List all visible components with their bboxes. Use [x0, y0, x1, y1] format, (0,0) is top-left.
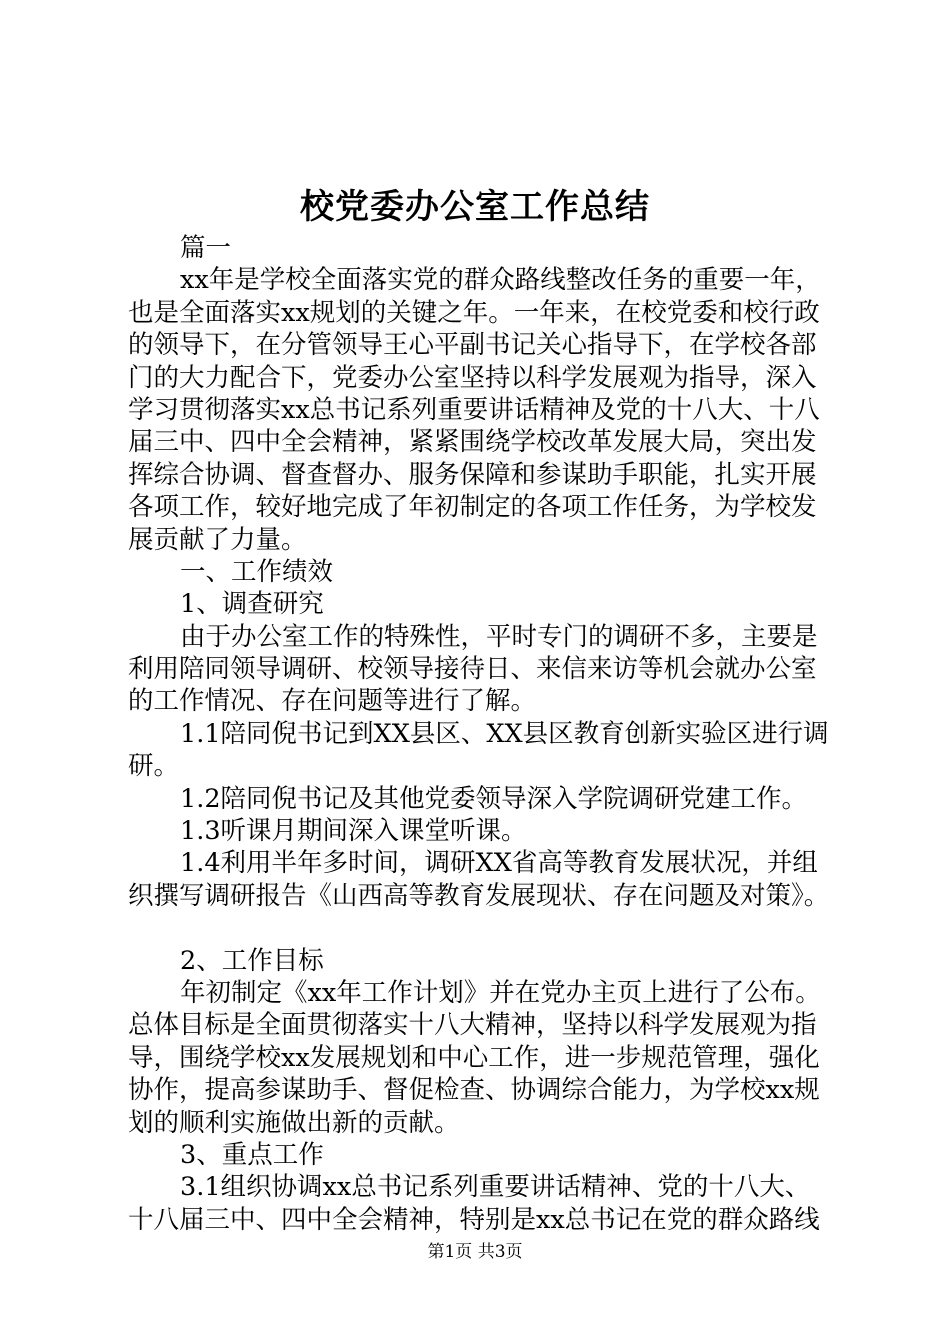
page-footer: 第1页 共3页	[427, 1242, 523, 1262]
text-line: 各项工作，较好地完成了年初制定的各项工作任务，为学校发	[128, 492, 817, 523]
text-line: 研。	[128, 751, 180, 782]
subsection-heading: 3、重点工作	[180, 1139, 324, 1170]
text-line: 的领导下，在分管领导王心平副书记关心指导下，在学校各部	[128, 330, 817, 361]
text-line: 也是全面落实xx规划的关键之年。一年来，在校党委和校行政	[128, 297, 820, 328]
text-line: 3.1组织协调xx总书记系列重要讲话精神、党的十八大、	[180, 1172, 811, 1203]
document-body	[128, 232, 834, 1236]
text-line: 门的大力配合下，党委办公室坚持以科学发展观为指导，深入	[128, 362, 817, 393]
subsection-heading: 1、调查研究	[180, 589, 324, 620]
text-line: 总体目标是全面贯彻落实十八大精神，坚持以科学发展观为指	[128, 1010, 817, 1041]
text-line: 织撰写调研报告《山西高等教育发展现状、存在问题及对策》。	[128, 880, 830, 911]
text-line: 篇一	[180, 233, 232, 263]
text-line: 协作，提高参谋助手、督促检查、协调综合能力，为学校xx规	[128, 1075, 820, 1106]
text-line: 由于办公室工作的特殊性，平时专门的调研不多，主要是	[180, 621, 818, 652]
text-line: 导，围绕学校xx发展规划和中心工作，进一步规范管理，强化	[128, 1042, 820, 1073]
document-title: 校党委办公室工作总结	[300, 187, 650, 227]
text-line: 利用陪同领导调研、校领导接待日、来信来访等机会就办公室	[128, 654, 817, 685]
text-line: 年初制定《xx年工作计划》并在党办主页上进行了公布。	[180, 977, 821, 1008]
text-line: 的工作情况、存在问题等进行了解。	[128, 686, 537, 717]
text-line: xx年是学校全面落实党的群众路线整改任务的重要一年，	[180, 265, 821, 296]
text-line: 1.2陪同倪书记及其他党委领导深入学院调研党建工作。	[180, 783, 808, 814]
text-line: 届三中、四中全会精神，紧紧围绕学校改革发展大局，突出发	[128, 427, 817, 458]
text-line: 1.1陪同倪书记到XX县区、XX县区教育创新实验区进行调	[180, 718, 829, 749]
text-line: 挥综合协调、督查督办、服务保障和参谋助手职能，扎实开展	[128, 459, 817, 490]
text-line: 展贡献了力量。	[128, 524, 307, 555]
section-heading: 一、工作绩效	[180, 556, 334, 587]
subsection-heading: 2、工作目标	[180, 945, 324, 976]
blank-line	[128, 912, 834, 944]
text-line: 1.3听课月期间深入课堂听课。	[180, 816, 527, 847]
text-line: 1.4利用半年多时间，调研XX省高等教育发展状况，并组	[180, 848, 818, 879]
text-line: 学习贯彻落实xx总书记系列重要讲话精神及党的十八大、十八	[128, 394, 820, 425]
text-line: 十八届三中、四中全会精神，特别是xx总书记在党的群众路线	[128, 1204, 820, 1235]
text-line: 划的顺利实施做出新的贡献。	[128, 1107, 460, 1138]
